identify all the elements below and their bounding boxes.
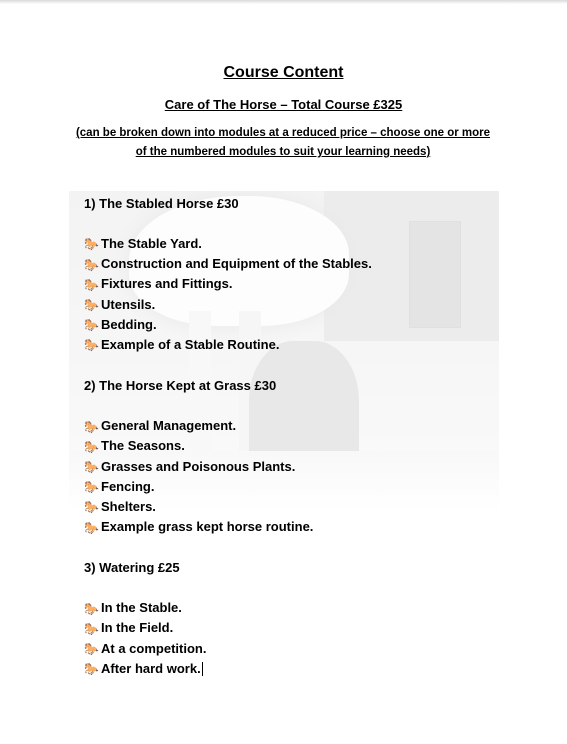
list-item: 🐎 In the Field. xyxy=(84,618,504,638)
horse-icon: 🐎 xyxy=(84,237,99,252)
horse-icon: 🐎 xyxy=(84,459,99,474)
horse-icon: 🐎 xyxy=(84,257,99,272)
page-top-edge xyxy=(0,0,567,4)
list-item: 🐎 The Stable Yard. xyxy=(84,234,504,254)
list-item: 🐎 Construction and Equipment of the Stables. xyxy=(84,254,504,274)
list-item: 🐎 General Management. xyxy=(84,416,504,436)
pricing-note-line1: (can be broken down into modules at a reduced price – choose one or more xyxy=(75,127,491,139)
list-item: 🐎 The Seasons. xyxy=(84,436,504,456)
horse-icon: 🐎 xyxy=(84,662,99,677)
list-item: 🐎 Fixtures and Fittings. xyxy=(84,274,504,294)
list-item: 🐎 Example of a Stable Routine. xyxy=(84,335,504,355)
horse-icon: 🐎 xyxy=(84,480,99,495)
pricing-note-line2: of the numbered modules to suit your learning needs) xyxy=(135,146,431,158)
page-title: Course Content xyxy=(223,64,344,81)
horse-icon: 🐎 xyxy=(84,520,99,535)
list-item: 🐎 In the Stable. xyxy=(84,598,504,618)
horse-icon: 🐎 xyxy=(84,277,99,292)
module-heading: 2) The Horse Kept at Grass £30 xyxy=(84,378,277,394)
horse-icon: 🐎 xyxy=(84,318,99,333)
list-item: 🐎 Example grass kept horse routine. xyxy=(84,517,504,537)
horse-icon: 🐎 xyxy=(84,439,99,454)
list-item: 🐎 Bedding. xyxy=(84,315,504,335)
horse-icon: 🐎 xyxy=(84,621,99,636)
horse-icon: 🐎 xyxy=(84,642,99,657)
horse-icon: 🐎 xyxy=(84,298,99,313)
list-item: 🐎 Grasses and Poisonous Plants. xyxy=(84,457,504,477)
module-heading: 3) Watering £25 xyxy=(84,560,180,576)
horse-icon: 🐎 xyxy=(84,601,99,616)
list-item: 🐎 Shelters. xyxy=(84,497,504,517)
horse-icon: 🐎 xyxy=(84,419,99,434)
list-item: 🐎 Fencing. xyxy=(84,477,504,497)
text-cursor xyxy=(202,662,203,676)
module-heading: 1) The Stabled Horse £30 xyxy=(84,196,239,211)
module-list xyxy=(84,194,504,679)
horse-icon: 🐎 xyxy=(84,338,99,353)
list-item: 🐎 At a competition. xyxy=(84,639,504,659)
horse-icon: 🐎 xyxy=(84,500,99,515)
list-item: 🐎 After hard work. xyxy=(84,659,504,679)
list-item: 🐎 Utensils. xyxy=(84,295,504,315)
pricing-note xyxy=(60,124,506,162)
course-subtitle: Care of The Horse – Total Course £325 xyxy=(164,97,403,112)
